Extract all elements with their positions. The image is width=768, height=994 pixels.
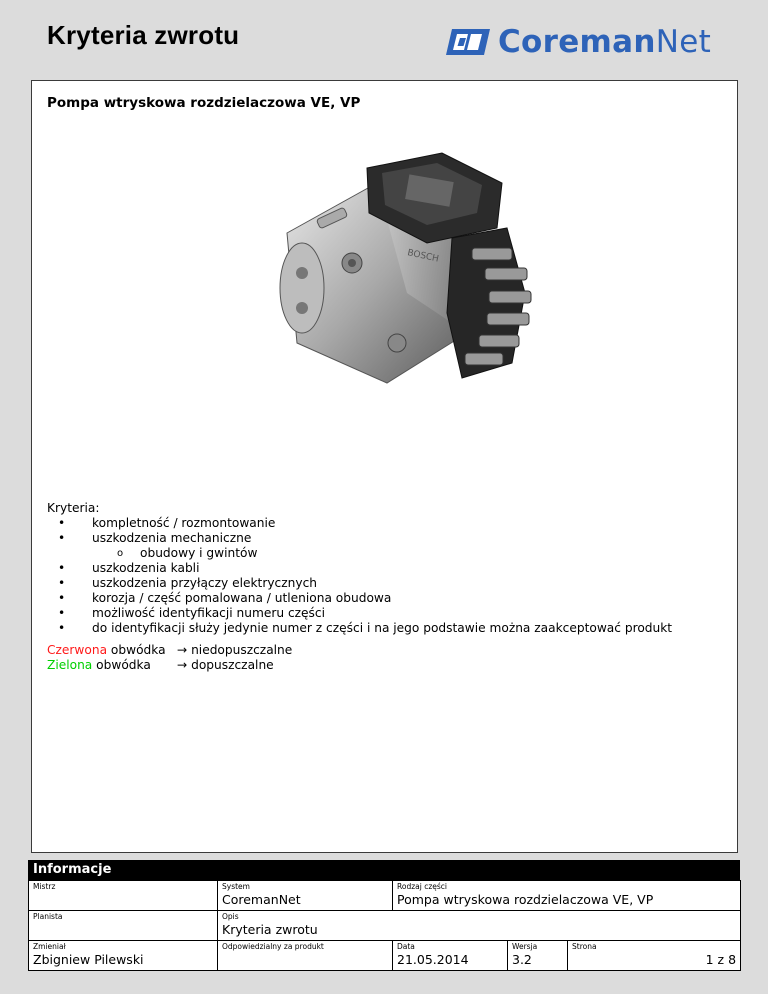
wersja-value: 3.2 [512,952,532,967]
injection-pump-photo [257,143,547,393]
part-title: Pompa wtryskowa rozdzielaczowa VE, VP [47,95,361,111]
criteria-section [47,501,672,636]
data-value: 21.05.2014 [397,952,469,967]
list-item [47,606,672,621]
zmienial-value: Zbigniew Pilewski [33,952,144,967]
system-value: CoremanNet [222,892,301,907]
document-title: Kryteria zwrotu [47,20,240,50]
info-table [28,880,741,971]
mistrz-cell [29,881,218,911]
data-label: Data [397,942,415,951]
info-heading: Informacje [28,860,740,880]
zmienial-cell [29,941,218,971]
planista-label: Planista [33,912,63,921]
criteria-text: do identyfikacji służy jedynie numer z części i na jego podstawie można zaakceptować produkt [92,621,673,635]
opis-value: Kryteria zwrotu [222,922,318,937]
strona-cell [568,941,741,971]
logo-wordmark [498,24,711,60]
list-item [47,561,672,576]
system-label: System [222,882,250,891]
table-row [29,911,741,941]
mistrz-label: Mistrz [33,882,56,891]
wersja-cell [508,941,568,971]
data-cell [393,941,508,971]
criteria-heading: Kryteria: [47,501,100,515]
list-item [47,546,672,561]
legend-red-word: Czerwona [47,643,108,657]
logo-wordmark-bold: Coreman [498,24,656,60]
bullet-icon: • [58,621,66,635]
legend-result-red: → niedopuszczalne [177,643,293,657]
bullet-icon: • [58,531,66,545]
criteria-text: uszkodzenia kabli [92,561,200,575]
coremannet-logo [444,24,711,60]
bullet-icon: • [58,561,66,575]
criteria-text: korozja / część pomalowana / utleniona obudowa [92,591,392,605]
svg-text:BOSCH: BOSCH [406,248,440,265]
logo-wordmark-light: Net [655,24,712,60]
list-item [47,591,672,606]
content-panel [31,80,738,853]
list-item [47,531,672,546]
border-legend [47,643,292,673]
bullet-icon: • [58,606,66,620]
bullet-icon: • [58,516,66,530]
criteria-text: możliwość identyfikacji numeru części [92,606,325,620]
system-cell [218,881,393,911]
rodzaj-label: Rodzaj części [397,882,448,891]
legend-result-green: → dopuszczalne [177,658,274,672]
legend-row-green [47,658,292,673]
table-row [29,941,741,971]
legend-green-rest: obwódka [92,658,151,672]
wersja-label: Wersja [512,942,538,951]
odpowiedzialny-label: Odpowiedzialny za produkt [222,942,324,951]
criteria-list [47,516,672,636]
list-item [47,516,672,531]
legend-label-red [47,643,177,658]
strona-value: 1 z 8 [705,952,737,967]
criteria-text: uszkodzenia przyłączy elektrycznych [92,576,318,590]
opis-label: Opis [222,912,239,921]
zmienial-label: Zmieniał [33,942,66,951]
legend-row-red [47,643,292,658]
coremannet-logo-icon [444,27,492,57]
rodzaj-cell [393,881,741,911]
list-item [47,576,672,591]
criteria-text: obudowy i gwintów [140,546,258,560]
rodzaj-value: Pompa wtryskowa rozdzielaczowa VE, VP [397,892,654,907]
bullet-icon: • [58,591,66,605]
legend-red-rest: obwódka [107,643,166,657]
bullet-icon: • [58,576,66,590]
legend-green-word: Zielona [47,658,93,672]
criteria-text: kompletność / rozmontowanie [92,516,276,530]
odpowiedzialny-cell [218,941,393,971]
sub-bullet-icon: o [117,548,124,559]
opis-cell [218,911,741,941]
table-row [29,881,741,911]
legend-label-green [47,658,177,673]
criteria-text: uszkodzenia mechaniczne [92,531,252,545]
strona-label: Strona [572,942,597,951]
planista-cell [29,911,218,941]
list-item [47,621,672,636]
